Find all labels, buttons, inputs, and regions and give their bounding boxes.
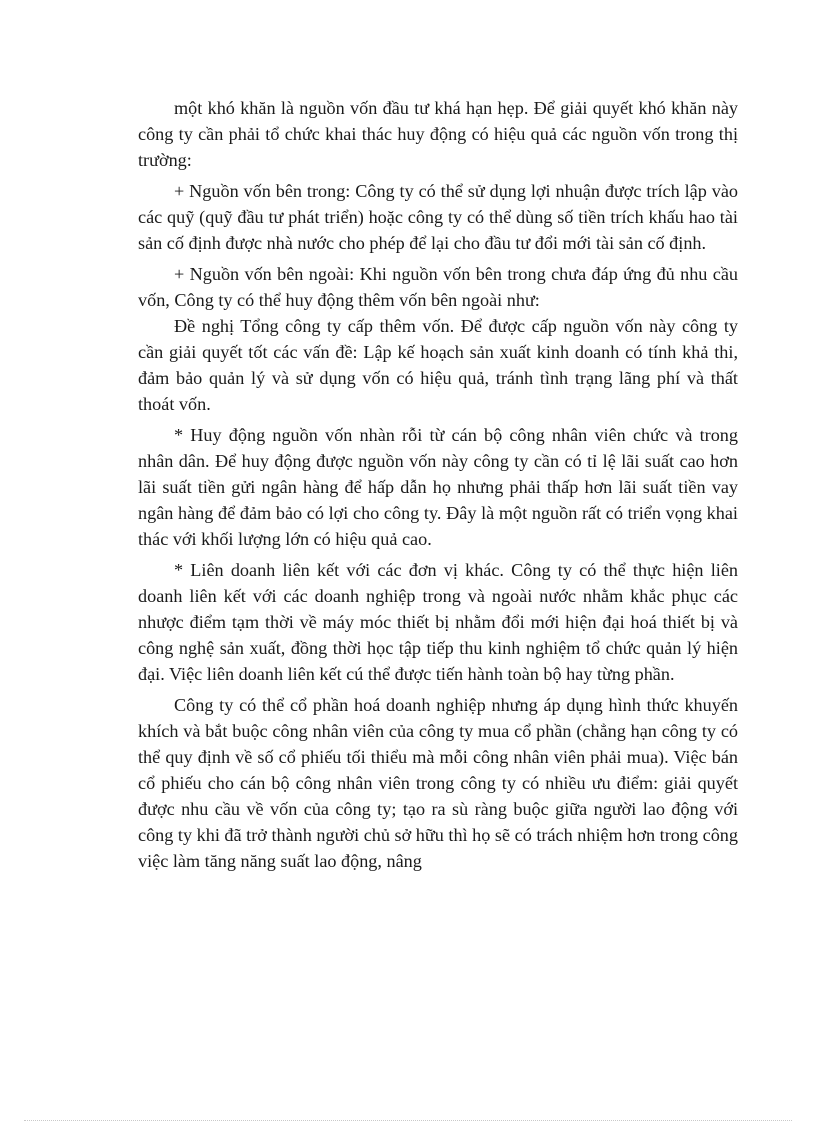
body-text: [138, 95, 738, 874]
paragraph: một khó khăn là nguồn vốn đầu tư khá hạn hẹp. Để giải quyết khó khăn này công ty cần phải tổ chức khai thác huy động có hiệu quả các nguồn vốn trong thị trường:: [138, 98, 738, 170]
paragraph: + Nguồn vốn bên ngoài: Khi nguồn vốn bên trong chưa đáp ứng đủ nhu cầu vốn, Công ty có thể huy động thêm vốn bên ngoài như:: [138, 264, 738, 310]
paragraph: + Nguồn vốn bên trong: Công ty có thể sử dụng lợi nhuận được trích lập vào các quỹ (quỹ đầu tư phát triển) hoặc công ty có thể dùng số tiền trích khấu hao tài sản cố định được nhà nước cho phép để lại cho đầu tư đổi mới tài sản cố định.: [138, 181, 738, 253]
paragraph: * Liên doanh liên kết với các đơn vị khác. Công ty có thể thực hiện liên doanh liên kết với các doanh nghiệp trong và ngoài nước nhằm khắc phục các nhược điểm tạm thời về máy móc thiết bị nhằm đổi mới hiện đại hoá thiết bị và công nghệ sản xuất, đồng thời học tập tiếp thu kinh nghiệm tổ chức quản lý hiện đại. Việc liên doanh liên kết cú thể được tiến hành toàn bộ hay từng phần.: [138, 560, 738, 684]
paragraph: Đề nghị Tổng công ty cấp thêm vốn. Để được cấp nguồn vốn này công ty cần giải quyết tốt các vấn đề: Lập kế hoạch sản xuất kinh doanh có tính khả thi, đảm bảo quản lý và sử dụng vốn có hiệu quả, tránh tình trạng lãng phí và thất thoát vốn.: [138, 316, 738, 414]
paragraph: Công ty có thể cổ phần hoá doanh nghiệp nhưng áp dụng hình thức khuyến khích và bắt buộc công nhân viên của công ty mua cổ phần (chẳng hạn công ty có thể quy định về số cổ phiếu tối thiểu mà mỗi công nhân viên phải mua). Việc bán cổ phiếu cho cán bộ công nhân viên trong công ty có nhiều ưu điểm: giải quyết được nhu cầu về vốn của công ty; tạo ra sù ràng buộc giữa người lao động với công ty khi đã trở thành người chủ sở hữu thì họ sẽ có trách nhiệm hơn trong công việc làm tăng năng suất lao động, nâng: [138, 695, 738, 871]
page-bottom-divider: [24, 1120, 792, 1121]
paragraph: * Huy động nguồn vốn nhàn rỗi từ cán bộ công nhân viên chức và trong nhân dân. Để huy động được nguồn vốn này công ty cần có tỉ lệ lãi suất cao hơn lãi suất tiền gửi ngân hàng để hấp dẫn họ nhưng phải thấp hơn lãi suất tiền vay ngân hàng để đảm bảo có lợi cho công ty. Đây là một nguồn rất có triển vọng khai thác với khối lượng lớn có hiệu quả cao.: [138, 425, 738, 549]
